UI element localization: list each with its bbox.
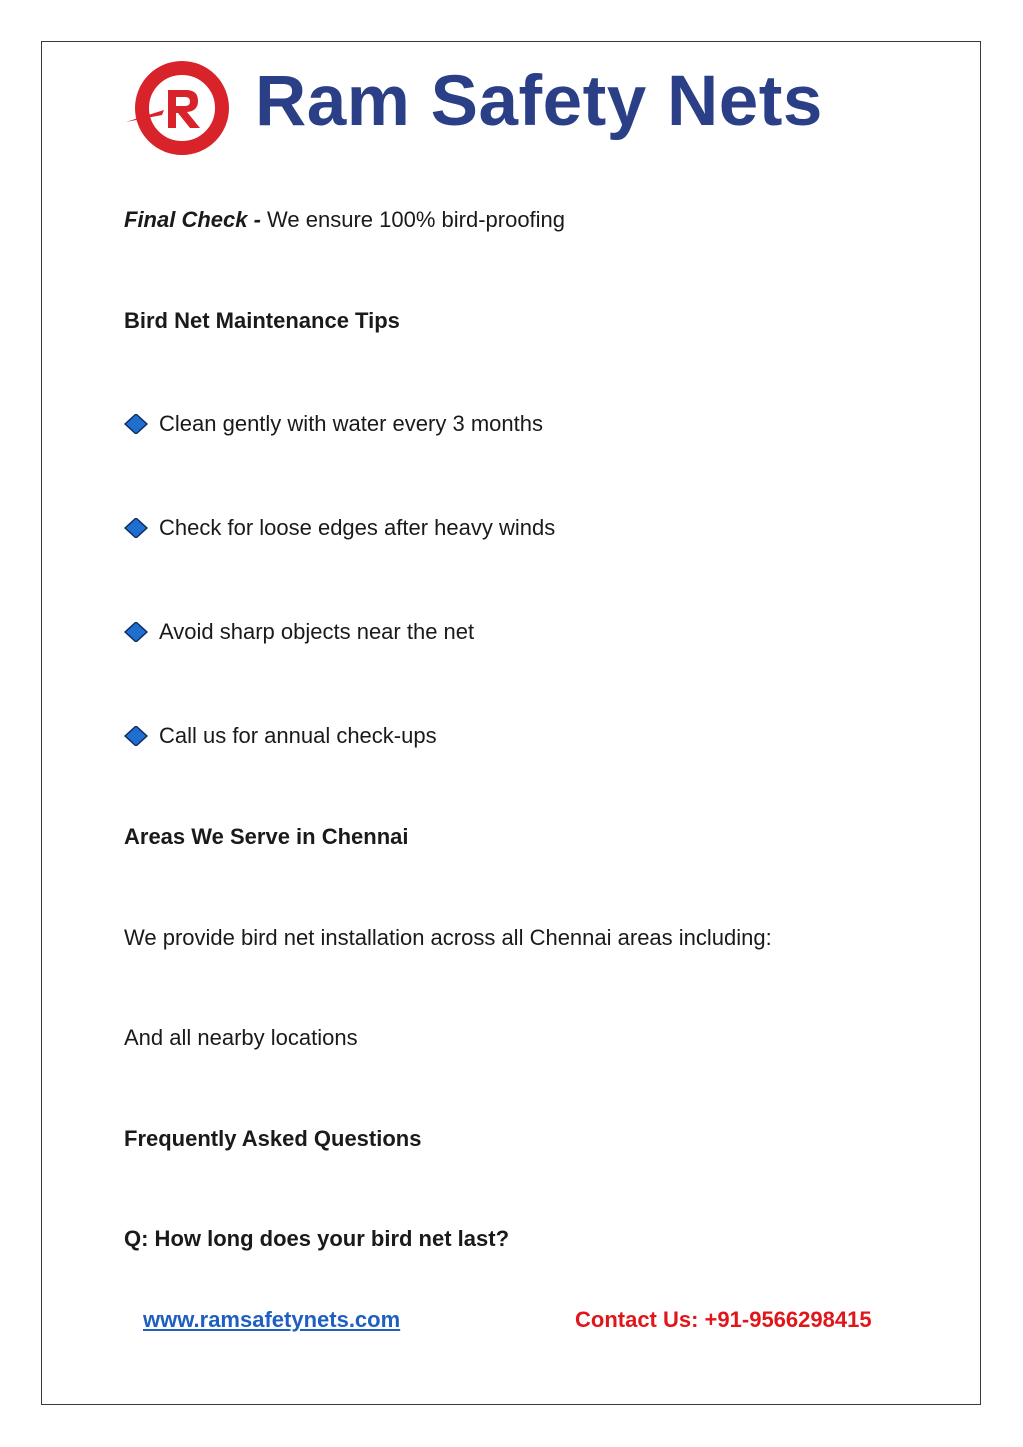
areas-closing: And all nearby locations (124, 1025, 358, 1050)
final-check-label: Final Check - (124, 207, 261, 232)
tip-text: Clean gently with water every 3 months (159, 411, 543, 436)
areas-intro: We provide bird net installation across all Chennai areas including: (124, 925, 772, 950)
list-item (124, 410, 543, 438)
tip-text: Call us for annual check-ups (159, 723, 437, 748)
list-item (124, 514, 555, 542)
blue-diamond-icon (124, 622, 150, 642)
blue-diamond-icon (124, 726, 150, 746)
list-item (124, 722, 437, 750)
areas-heading: Areas We Serve in Chennai (124, 824, 409, 849)
tip-text: Check for loose edges after heavy winds (159, 515, 556, 540)
tip-text: Avoid sharp objects near the net (159, 619, 475, 644)
final-check-text: We ensure 100% bird-proofing (260, 207, 566, 232)
brand-name: Ram Safety Nets (255, 62, 823, 141)
blue-diamond-icon (124, 518, 150, 538)
ram-logo-icon (124, 60, 234, 156)
final-check-line (124, 206, 565, 234)
brand-logo (124, 60, 904, 156)
maintenance-heading: Bird Net Maintenance Tips (124, 308, 400, 333)
faq-heading: Frequently Asked Questions (124, 1126, 422, 1151)
faq-question: Q: How long does your bird net last? (124, 1226, 510, 1251)
website-link[interactable]: www.ramsafetynets.com (143, 1307, 401, 1332)
blue-diamond-icon (124, 414, 150, 434)
list-item (124, 618, 474, 646)
contact-phone: Contact Us: +91-9566298415 (575, 1307, 872, 1332)
